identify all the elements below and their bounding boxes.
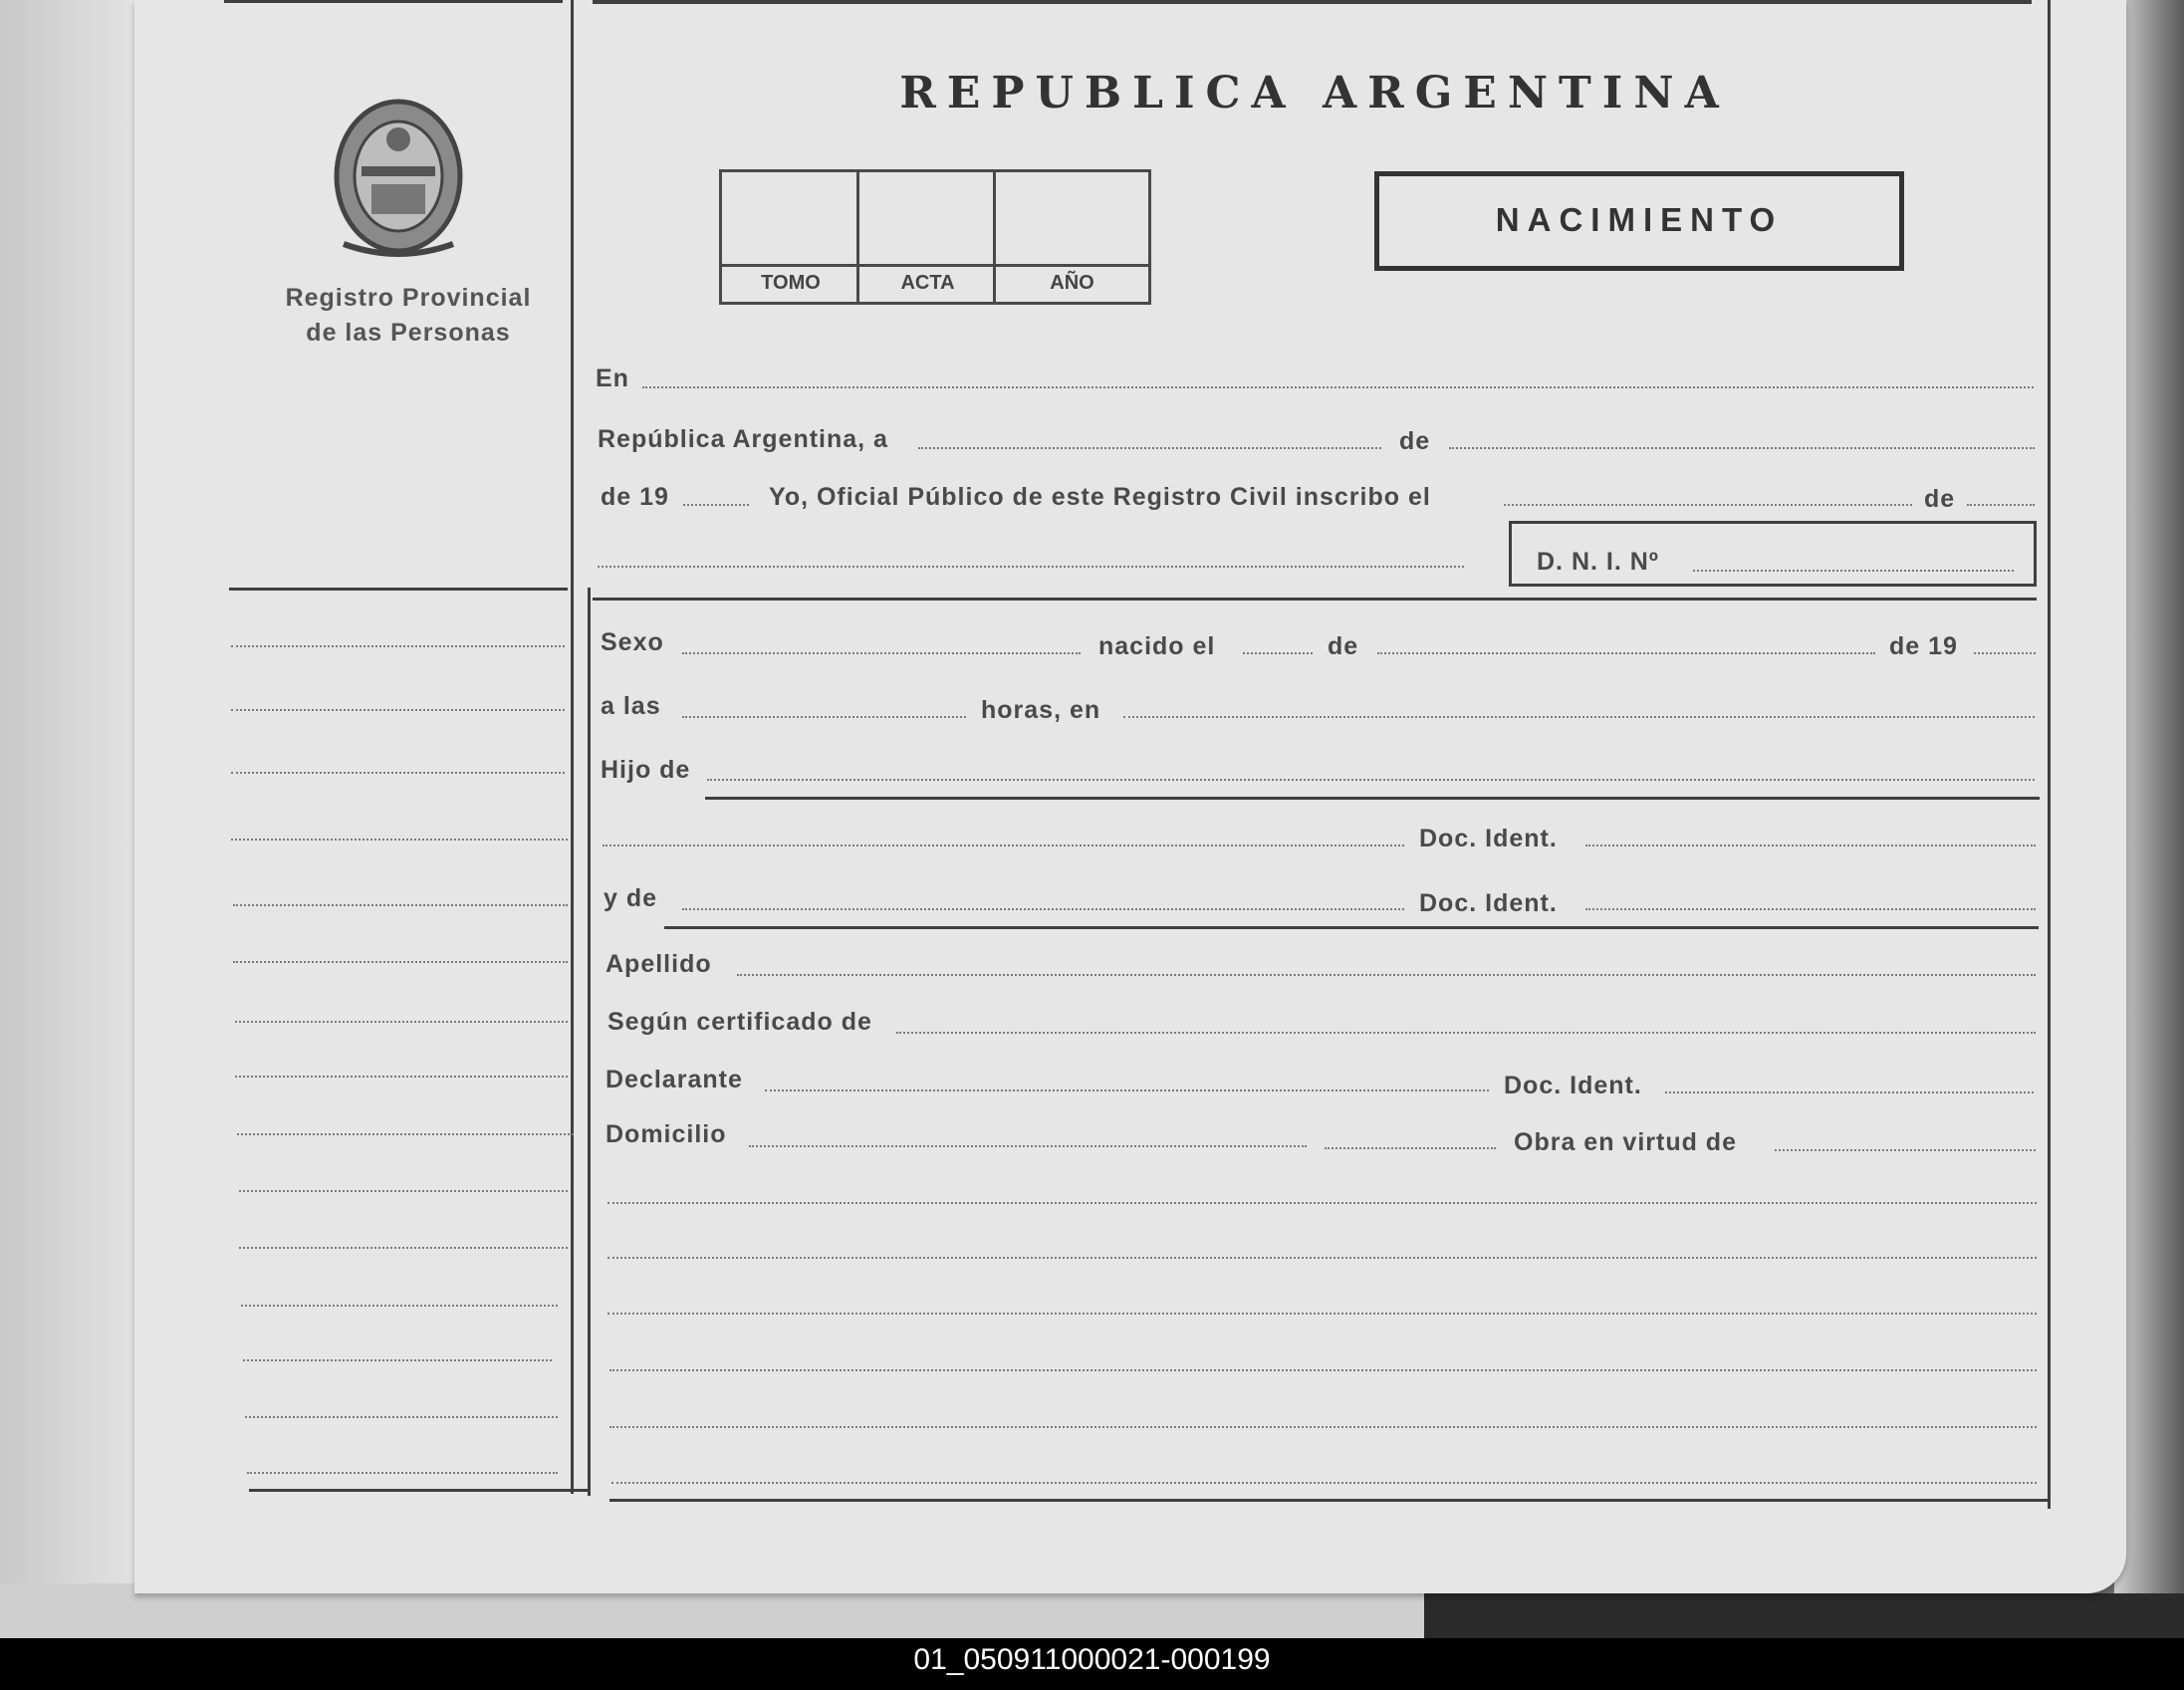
label-doc-ident-declarante: Doc. Ident. [1504, 1072, 1642, 1099]
field-domicilio-2[interactable] [1325, 1147, 1496, 1149]
field-declarante[interactable] [765, 1089, 1489, 1091]
field-sexo[interactable] [682, 652, 1081, 654]
label-de-month: de [1399, 427, 1431, 455]
label-doc-ident-mother: Doc. Ident. [1419, 889, 1558, 917]
label-doc-ident-father: Doc. Ident. [1419, 825, 1558, 852]
field-mother[interactable] [682, 908, 1404, 910]
notes-line[interactable] [607, 1202, 2037, 1204]
left-note-line [231, 839, 568, 841]
right-border [2048, 0, 2051, 1509]
left-note-line [233, 904, 568, 906]
label-declarante: Declarante [606, 1066, 743, 1093]
field-birth-year[interactable] [1974, 652, 2036, 654]
field-inscribed-name[interactable] [598, 566, 1464, 568]
mother-rule [664, 926, 2039, 929]
left-note-line [231, 709, 565, 711]
dark-background [1424, 1593, 2184, 1638]
left-note-line [233, 961, 568, 963]
label-a-las: a las [601, 692, 661, 720]
left-panel-rule [229, 588, 568, 591]
left-note-line [235, 1021, 568, 1023]
section-rule [593, 598, 2037, 601]
field-year[interactable] [683, 504, 749, 506]
field-father[interactable] [707, 779, 2035, 781]
left-note-line [245, 1416, 558, 1418]
left-note-line [243, 1359, 552, 1361]
left-note-line [235, 1076, 568, 1078]
top-rule-right [593, 0, 2032, 4]
main-bottom-rule [609, 1499, 2048, 1502]
field-certificado[interactable] [896, 1032, 2036, 1034]
label-en: En [596, 364, 629, 392]
left-note-line [239, 1190, 568, 1192]
field-apellido[interactable] [737, 974, 2036, 976]
label-segun-certificado: Según certificado de [607, 1008, 872, 1036]
label-yo-oficial: Yo, Oficial Público de este Registro Civil inscribo el [769, 483, 1431, 511]
label-sexo: Sexo [601, 628, 664, 656]
registry-name-line2: de las Personas [306, 319, 511, 347]
label-de-inscribed: de [1924, 485, 1956, 513]
left-column-divider-lower [588, 588, 591, 1496]
top-rule-left [224, 0, 563, 3]
ano-label: AÑO [1050, 272, 1094, 294]
registry-name-line1: Registro Provincial [285, 284, 532, 312]
left-column-divider [571, 0, 574, 1494]
left-note-line [239, 1247, 568, 1249]
field-birth-place[interactable] [1123, 716, 2035, 718]
left-note-line [247, 1472, 558, 1474]
record-type-box: NACIMIENTO [1374, 171, 1904, 271]
coat-of-arms-seal-icon [324, 95, 473, 259]
label-domicilio: Domicilio [606, 1120, 727, 1148]
field-birth-day[interactable] [1243, 652, 1313, 654]
document-title: REPUBLICA ARGENTINA [899, 68, 1730, 119]
notes-line[interactable] [607, 1313, 2037, 1315]
field-en[interactable] [642, 386, 2034, 388]
field-doc-father[interactable] [1585, 845, 2036, 846]
notes-line[interactable] [609, 1369, 2037, 1371]
notes-line[interactable] [607, 1257, 2037, 1259]
label-de-19: de 19 [601, 483, 669, 511]
field-month[interactable] [1449, 447, 2035, 449]
tomo-label: TOMO [761, 272, 821, 294]
notes-line[interactable] [609, 1426, 2037, 1428]
left-note-line [237, 1133, 574, 1135]
field-day[interactable] [918, 447, 1381, 449]
label-de-19-birth: de 19 [1889, 632, 1958, 660]
label-apellido: Apellido [606, 950, 712, 978]
field-birth-month[interactable] [1377, 652, 1875, 654]
label-horas-en: horas, en [981, 696, 1101, 724]
label-dni: D. N. I. Nº [1537, 548, 1659, 576]
left-note-line [231, 772, 565, 774]
image-id-caption: 01_050911000021-000199 [913, 1643, 1271, 1676]
field-father-cont[interactable] [603, 845, 1404, 846]
left-note-line [241, 1305, 558, 1307]
label-hijo-de: Hijo de [601, 756, 691, 784]
page-stack-edge [0, 0, 149, 1638]
label-de-birth-month: de [1328, 632, 1359, 660]
left-bottom-rule [249, 1489, 590, 1492]
table-caption-rule [722, 264, 1148, 267]
field-inscribed-month[interactable] [1967, 504, 2035, 506]
label-y-de: y de [604, 884, 658, 912]
label-nacido-el: nacido el [1098, 632, 1216, 660]
left-note-line [231, 645, 565, 647]
field-hour[interactable] [682, 716, 966, 718]
field-domicilio[interactable] [749, 1145, 1307, 1147]
record-number-table [719, 169, 1151, 305]
notes-line[interactable] [611, 1482, 2037, 1484]
father-rule [705, 797, 2040, 800]
field-dni[interactable] [1693, 570, 2014, 572]
field-doc-mother[interactable] [1585, 908, 2036, 910]
label-republica-a: República Argentina, a [598, 425, 888, 453]
field-obra-en-virtud[interactable] [1775, 1149, 2036, 1151]
field-doc-declarante[interactable] [1665, 1091, 2034, 1093]
field-inscribed-date[interactable] [1504, 504, 1912, 506]
label-obra-en-virtud: Obra en virtud de [1514, 1128, 1737, 1156]
acta-label: ACTA [900, 272, 955, 294]
